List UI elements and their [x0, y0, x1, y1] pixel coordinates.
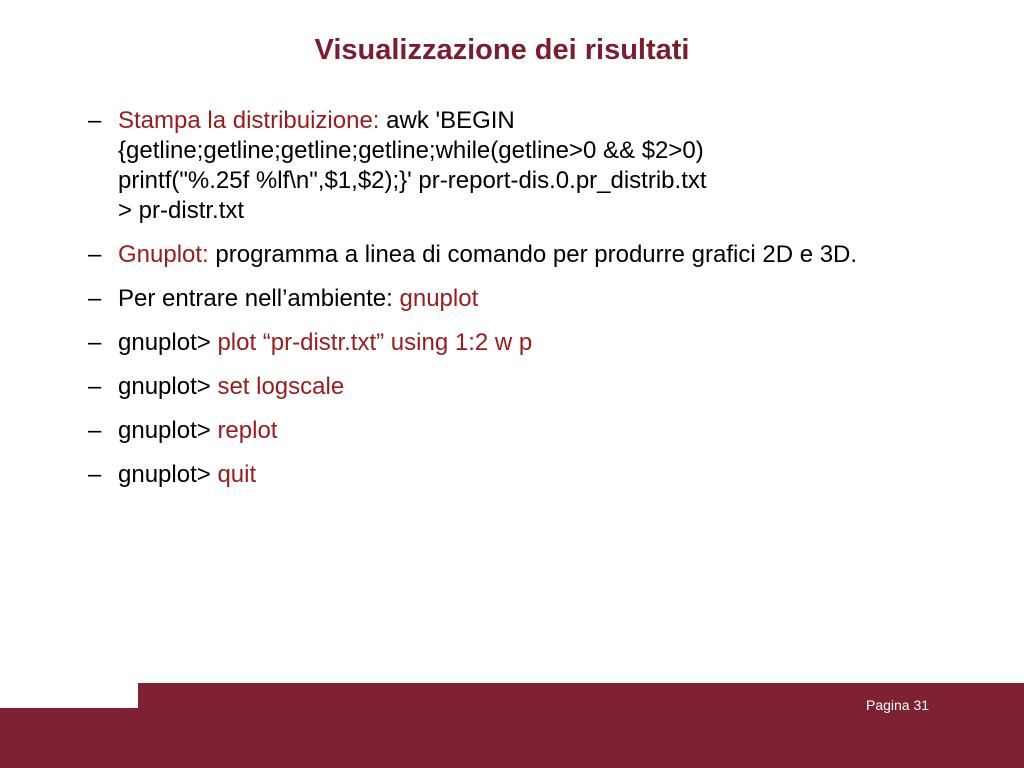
gnuplot-prompt: gnuplot> — [118, 461, 211, 488]
bullet-dash: – — [88, 241, 102, 268]
bullet-dash: – — [88, 373, 102, 400]
bullet-highlight: Gnuplot: — [118, 241, 209, 268]
slide-title: Visualizzazione dei risultati — [314, 34, 690, 66]
bullet-item-gnuplot — [88, 240, 968, 270]
bullet-item-logscale-command — [88, 372, 968, 402]
bullet-item-enter-environment — [88, 284, 968, 314]
gnuplot-command: replot — [217, 417, 278, 444]
gnuplot-command: plot “pr-distr.txt” using 1:2 w p — [217, 329, 533, 356]
bullet-dash: – — [88, 417, 102, 444]
bullet-item-print-distribution — [88, 106, 968, 226]
footer-bar — [0, 708, 1024, 768]
bullet-item-plot-command — [88, 328, 968, 358]
bullet-text: programma a linea di comando per produrre grafici 2D e 3D. — [215, 241, 858, 268]
gnuplot-prompt: gnuplot> — [118, 417, 211, 444]
bullet-dash: – — [88, 285, 102, 312]
awk-command-line-3: printf("%.25f %lf\n",$1,$2);}' pr-report-dis.0.pr_distrib.txt — [118, 167, 707, 194]
gnuplot-command: set logscale — [217, 373, 345, 400]
bullet-dash: – — [88, 461, 102, 488]
page-number: Pagina 31 — [866, 697, 930, 713]
bullet-text: Per entrare nell’ambiente: — [118, 285, 393, 312]
gnuplot-command: quit — [217, 461, 257, 488]
bullet-item-quit-command — [88, 460, 968, 490]
bullet-highlight: Stampa la distribuizione: — [118, 107, 380, 134]
gnuplot-prompt: gnuplot> — [118, 329, 211, 356]
bullet-item-replot-command — [88, 416, 968, 446]
bullet-dash: – — [88, 107, 102, 134]
awk-command-line-1: awk 'BEGIN — [386, 107, 515, 134]
bullet-dash: – — [88, 329, 102, 356]
awk-command-line-4: > pr-distr.txt — [118, 197, 245, 224]
gnuplot-prompt: gnuplot> — [118, 373, 211, 400]
bullet-highlight: gnuplot — [399, 285, 479, 312]
bullet-list — [88, 106, 968, 504]
awk-command-line-2: {getline;getline;getline;getline;while(getline>0 && $2>0) — [118, 137, 704, 164]
